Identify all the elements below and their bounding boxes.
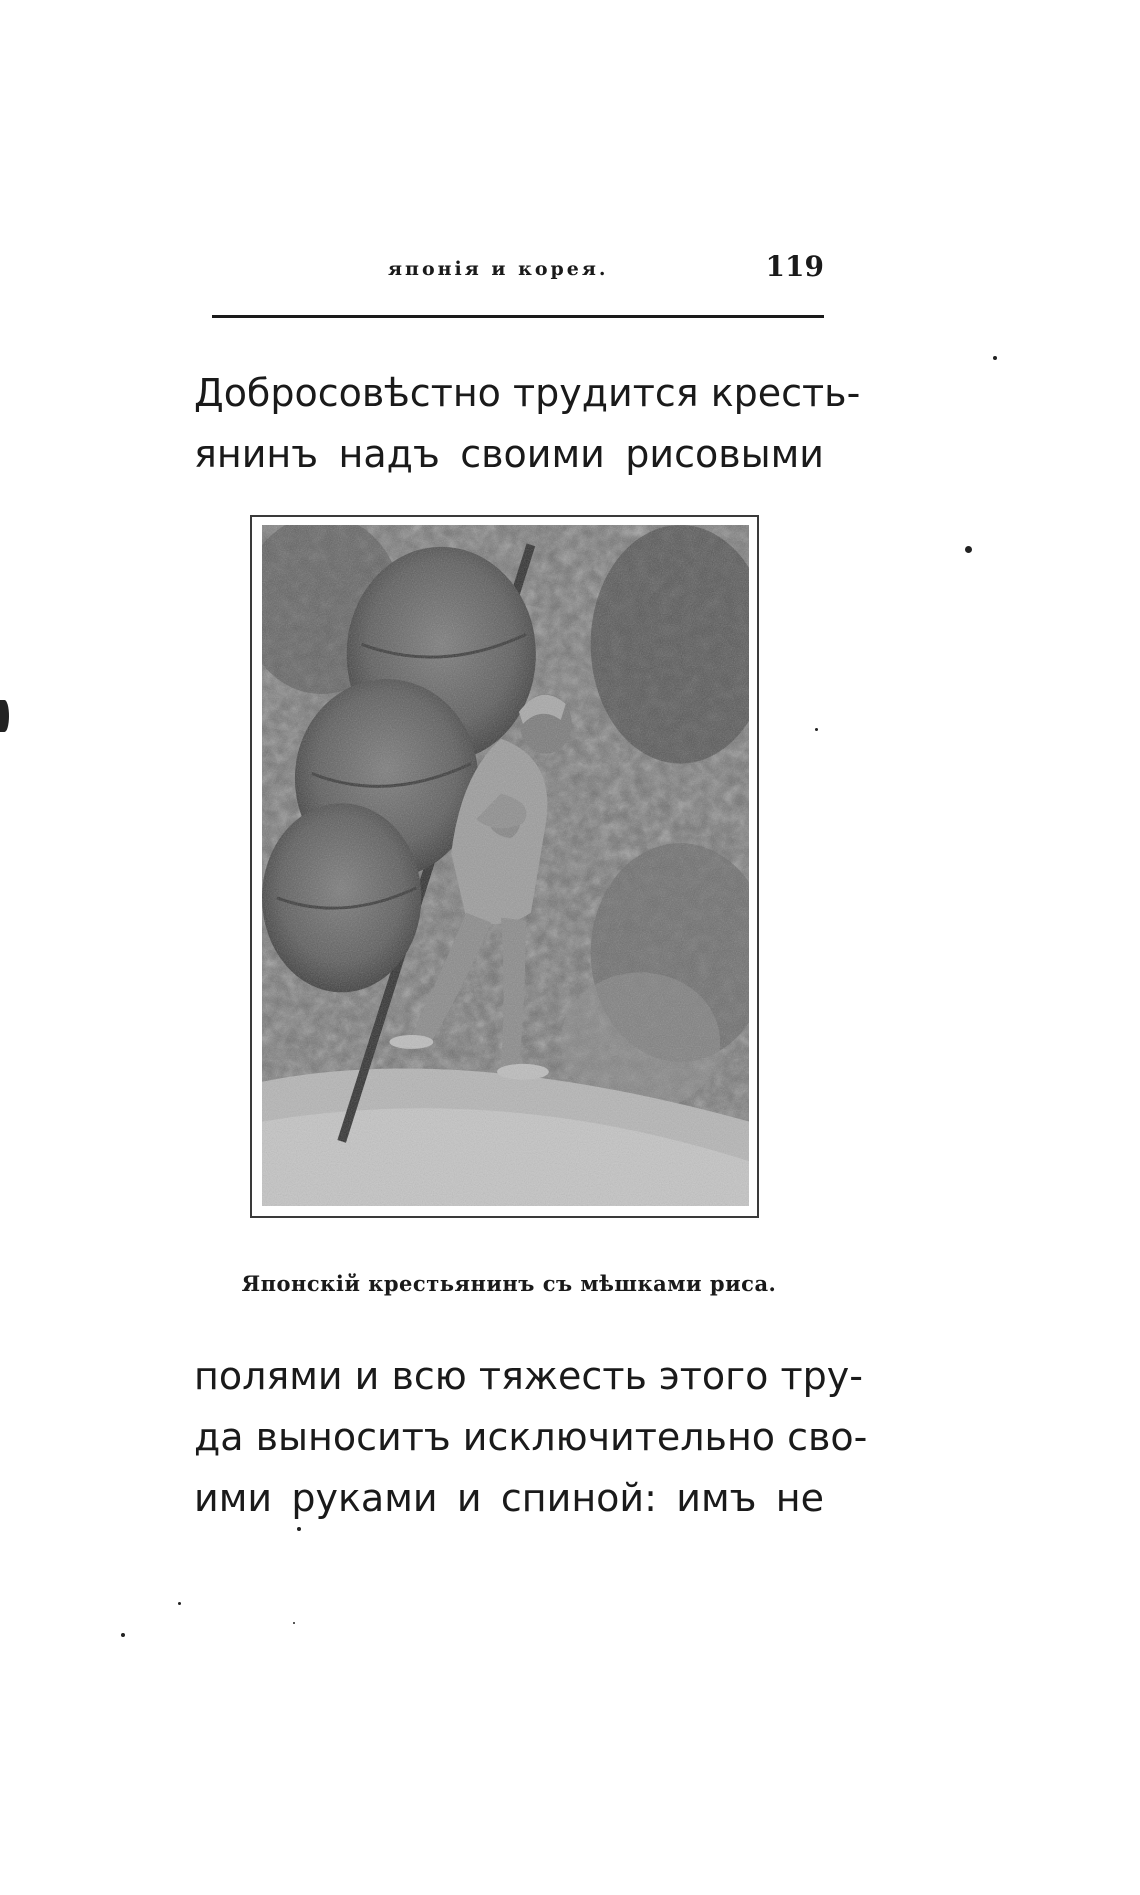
scan-speck (297, 1527, 301, 1531)
scan-speck (0, 700, 9, 732)
header-rule (212, 315, 824, 318)
scan-speck (815, 728, 818, 731)
scan-speck (121, 1633, 125, 1637)
page-number: 119 (765, 250, 824, 283)
figure-caption: Японскій крестьянинъ съ мѣшками риса. (241, 1271, 777, 1296)
scan-speck (178, 1602, 181, 1605)
text-line: янинъ надъ своими рисовыми (194, 432, 824, 476)
photograph-image (262, 525, 749, 1206)
text-line: полями и всю тяжесть этого тру- (194, 1354, 863, 1398)
text-line: Добросовѣстно трудится кресть- (194, 371, 861, 415)
paragraph-bottom (194, 1346, 868, 1529)
scan-speck (965, 546, 972, 553)
text-line: да выноситъ исключительно сво- (194, 1415, 868, 1459)
running-head (212, 250, 824, 290)
paragraph-top (194, 363, 861, 485)
photograph (262, 525, 749, 1206)
photo-plate (250, 515, 759, 1218)
scan-speck (993, 356, 997, 360)
scan-speck (293, 1622, 295, 1624)
running-title: японія и корея. (388, 258, 609, 280)
text-line: ими руками и спиной: имъ не (194, 1476, 824, 1520)
